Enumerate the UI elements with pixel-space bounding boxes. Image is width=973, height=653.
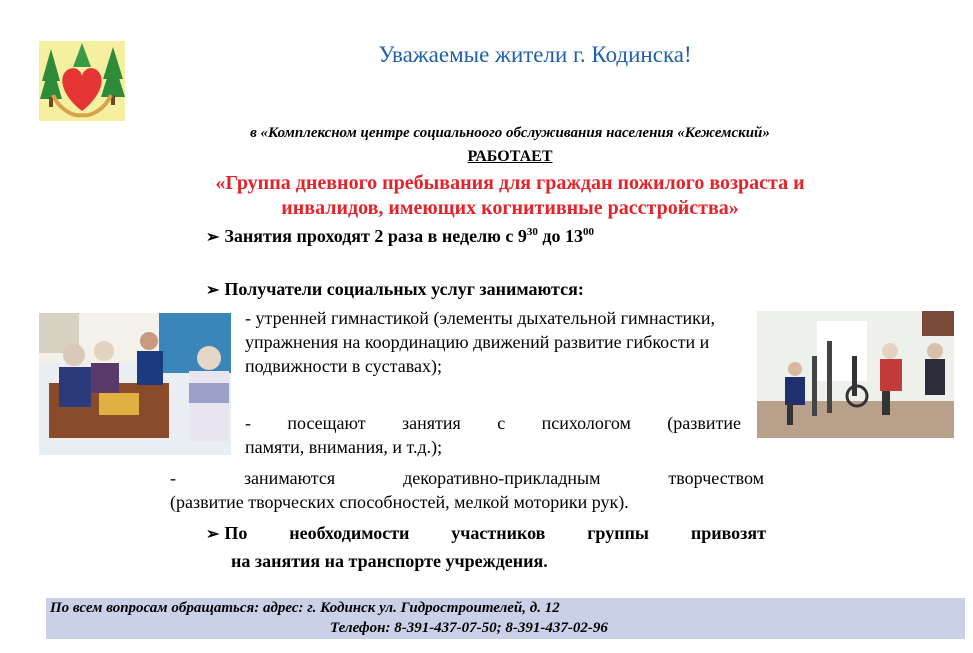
schedule-to: до 13 xyxy=(537,226,584,246)
photo-crafts-class xyxy=(39,313,231,455)
footer-address: По всем вопросам обращаться: адрес: г. Кодинск ул. Гидростроителей, д. 12 xyxy=(50,600,560,616)
schedule-text: Занятия проходят 2 раза в неделю с 9 xyxy=(224,226,527,246)
group-name xyxy=(120,171,900,221)
activities-heading-text: Получатели социальных услуг занимаются: xyxy=(224,279,584,299)
activity-item-psychologist-line-2: памяти, внимания, и т.д.); xyxy=(245,437,443,457)
schedule-bullet xyxy=(206,226,594,247)
schedule-start-minutes: 30 xyxy=(526,226,538,238)
activities-heading xyxy=(206,279,584,300)
activity-item-crafts-line-2: (развитие творческих способностей, мелкой моторики рук). xyxy=(170,492,629,512)
heart-hands-trees-logo xyxy=(39,41,125,121)
activity-item-gymnastics: - утренней гимнастикой (элементы дыхательной гимнастики, упражнения на координацию движений развитие гибкости и подвижности в суставах); xyxy=(245,308,716,376)
schedule-end-minutes: 00 xyxy=(583,226,595,238)
transport-bullet xyxy=(206,520,766,575)
transport-line-2: на занятия на транспорте учреждения. xyxy=(231,551,548,571)
arrow-bullet-icon: ➢ xyxy=(206,282,220,299)
activity-item-crafts-line-1: - занимаются декоративно-прикладным творчеством xyxy=(170,468,764,488)
group-name-line-2: инвалидов, имеющих когнитивные расстройства» xyxy=(281,197,739,219)
arrow-bullet-icon: ➢ xyxy=(206,229,220,246)
arrow-bullet-icon: ➢ xyxy=(206,526,220,543)
logo xyxy=(39,41,125,121)
photo-gym-class xyxy=(757,311,954,438)
greeting-title: Уважаемые жители г. Кодинска! xyxy=(378,42,692,67)
activity-item-psychologist-line-1: - посещают занятия с психологом (развитие xyxy=(245,413,741,433)
status-heading: РАБОТАЕТ xyxy=(467,148,553,165)
group-name-line-1: «Группа дневного пребывания для граждан пожилого возраста и xyxy=(215,172,805,194)
organization-name: в «Комплексном центре социальноого обслуживания населения «Кежемский» xyxy=(250,125,770,141)
transport-line-1: По необходимости участников группы привозят xyxy=(224,523,766,543)
footer-phones: Телефон: 8-391-437-07-50; 8-391-437-02-96 xyxy=(330,620,608,636)
